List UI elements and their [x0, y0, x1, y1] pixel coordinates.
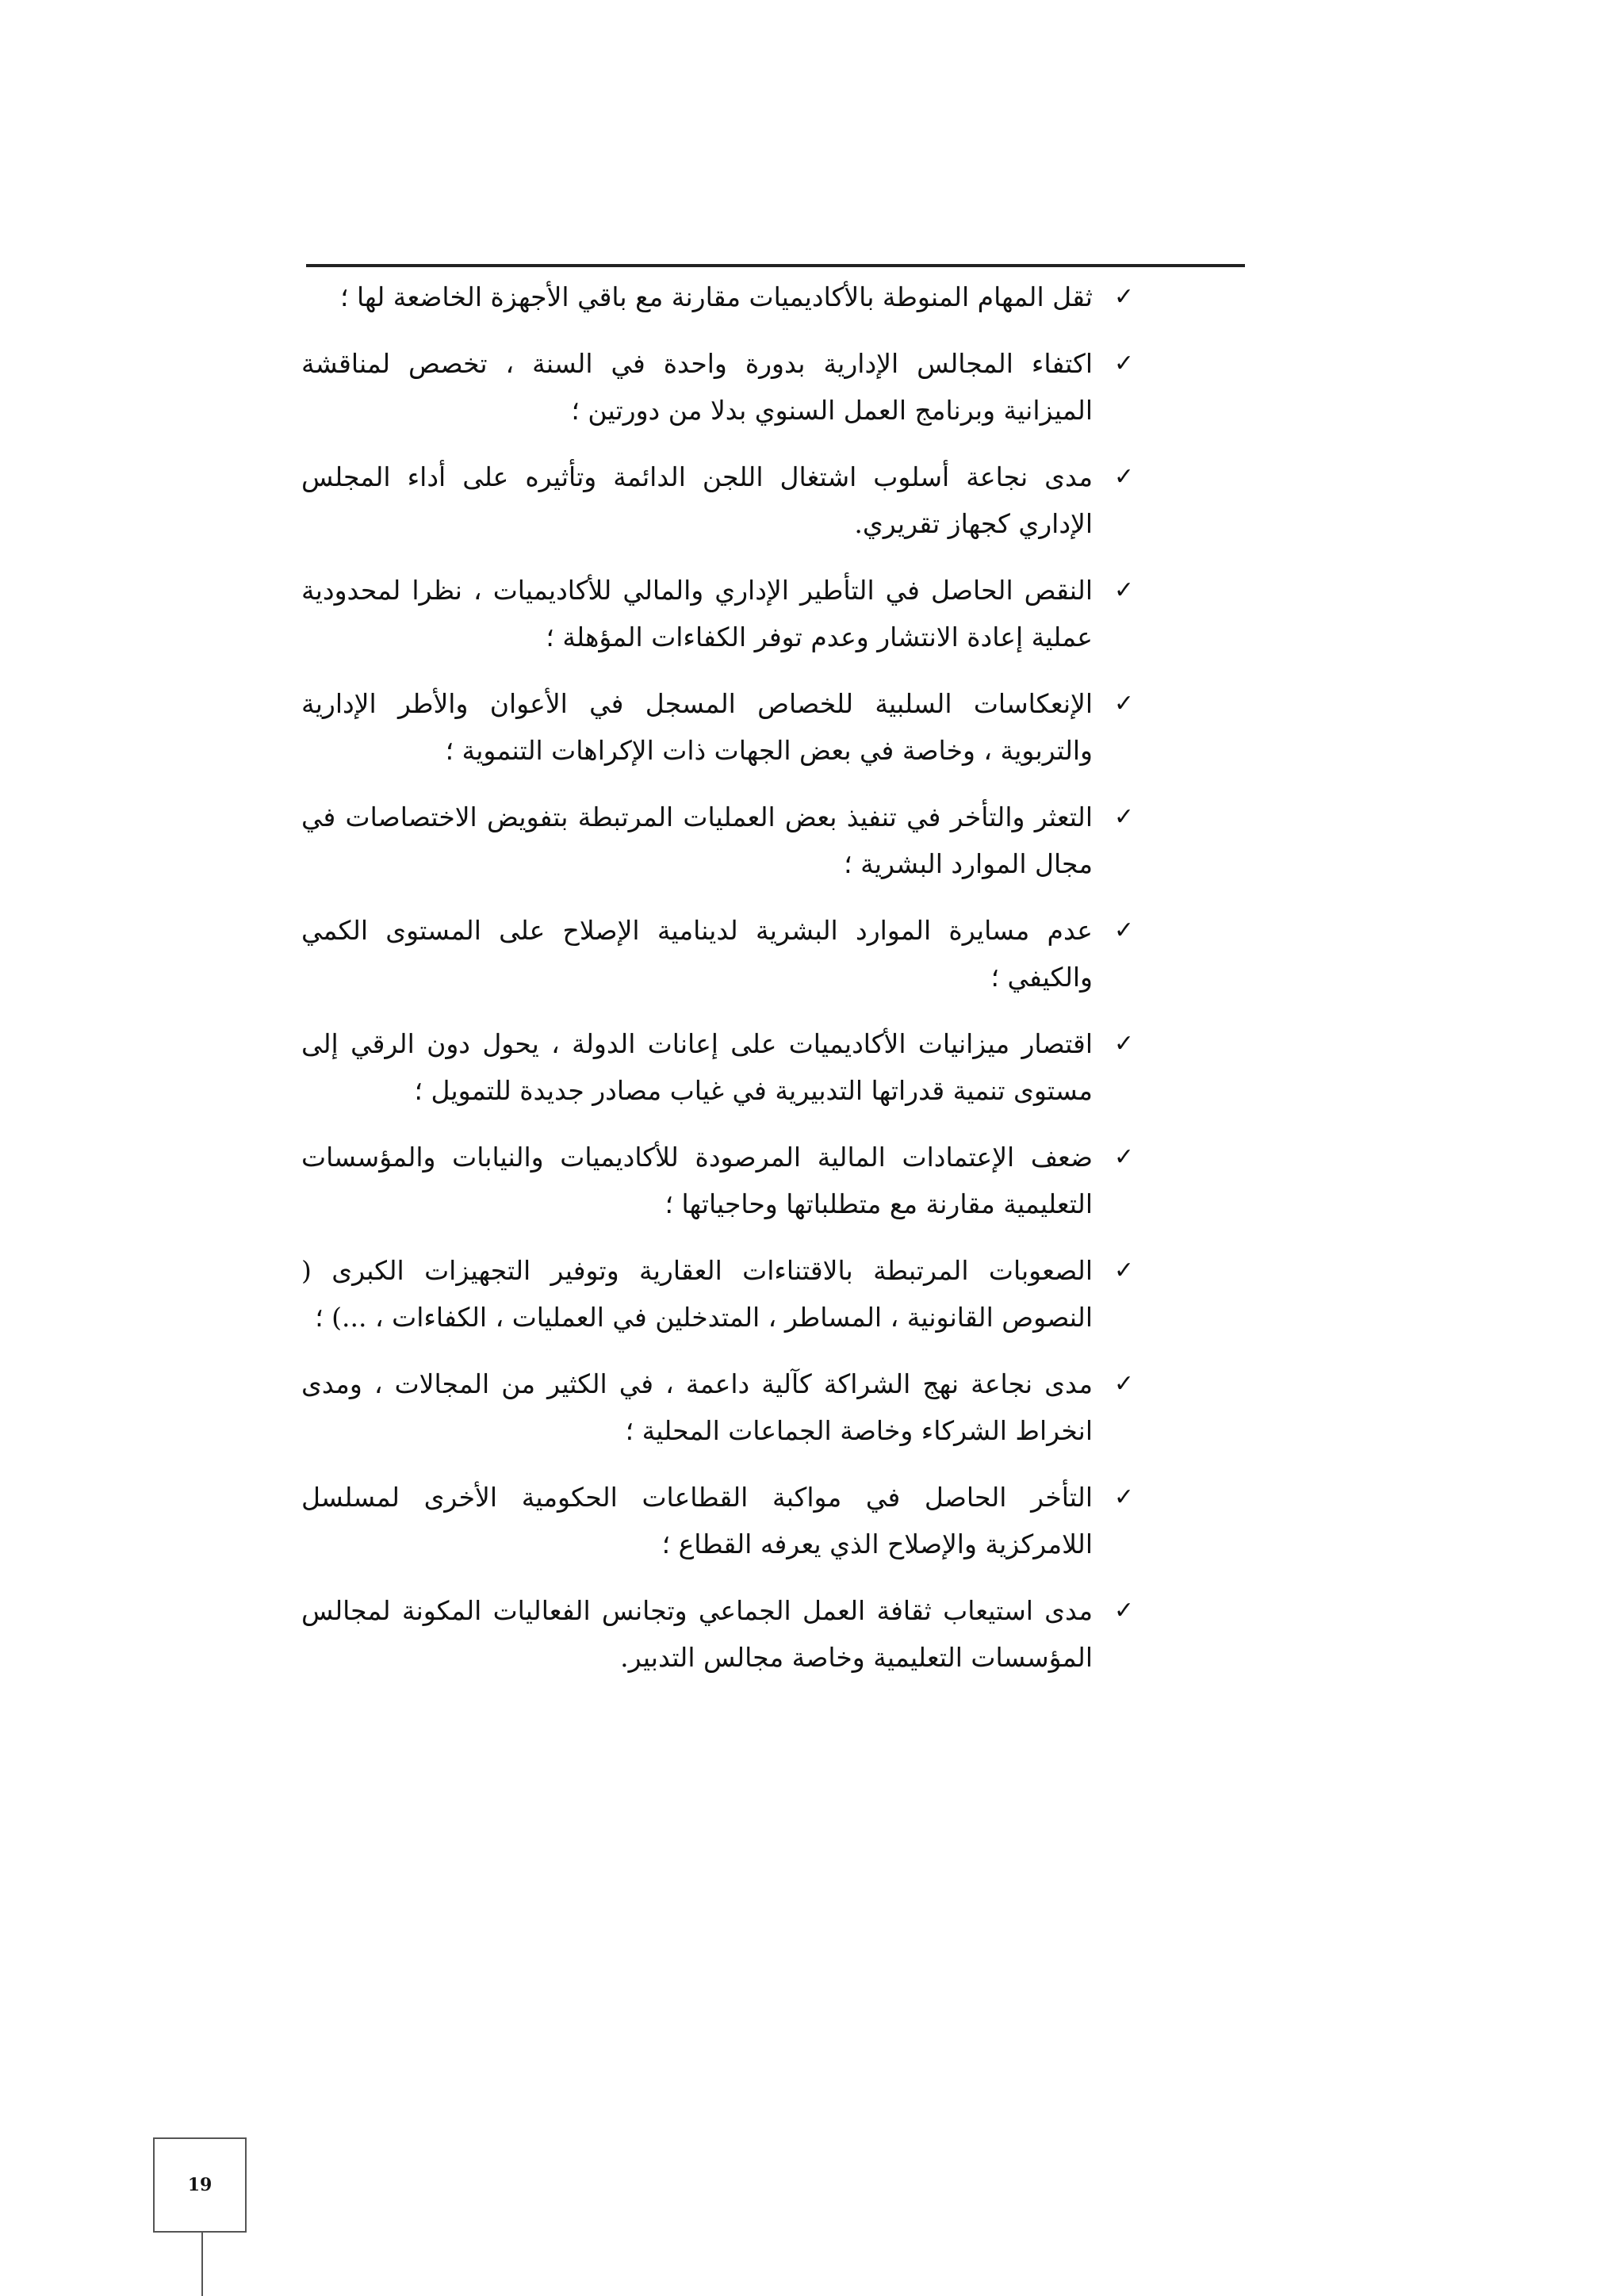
check-mark-icon: ✓: [1113, 463, 1134, 491]
top-horizontal-rule: [306, 264, 1245, 267]
list-item-text: عدم مسايرة الموارد البشرية لدينامية الإصلاح على المستوى الكمي والكيفي ؛: [301, 915, 1093, 993]
check-mark-icon: ✓: [1113, 1483, 1134, 1511]
list-item-text: ضعف الإعتمادات المالية المرصودة للأكاديميات والنيابات والمؤسسات التعليمية مقارنة مع متطلباتها وحاجياتها ؛: [301, 1142, 1093, 1219]
check-mark-icon: ✓: [1113, 576, 1134, 604]
list-item-text: الصعوبات المرتبطة بالاقتناءات العقارية وتوفير التجهيزات الكبرى ( النصوص القانونية ، المساطر ، المتدخلين في العمليات ، الكفاءات ، ...) ؛: [301, 1255, 1093, 1333]
page-number-box: [153, 2137, 247, 2233]
list-item-text: اكتفاء المجالس الإدارية بدورة واحدة في السنة ، تخصص لمناقشة الميزانية وبرنامج العمل السنوي بدلا من دورتين ؛: [301, 348, 1093, 426]
bullet-list: [301, 274, 1134, 1701]
list-item: [301, 1247, 1134, 1341]
list-item-text: مدى نجاعة نهج الشراكة كآلية داعمة ، في الكثير من المجالات ، ومدى انخراط الشركاء وخاصة الجماعات المحلية ؛: [301, 1368, 1093, 1446]
check-mark-icon: ✓: [1113, 283, 1134, 311]
list-item-text: النقص الحاصل في التأطير الإداري والمالي للأكاديميات ، نظرا لمحدودية عملية إعادة الانتشار وعدم توفر الكفاءات المؤهلة ؛: [301, 575, 1093, 652]
page-number: 19: [187, 2175, 213, 2195]
check-mark-icon: ✓: [1113, 1257, 1134, 1284]
check-mark-icon: ✓: [1113, 690, 1134, 718]
list-item-text: مدى نجاعة أسلوب اشتغال اللجن الدائمة وتأثيره على أداء المجلس الإداري كجهاز تقريري.: [301, 461, 1093, 539]
list-item-text: اقتصار ميزانيات الأكاديميات على إعانات الدولة ، يحول دون الرقي إلى مستوى تنمية قدراتها التدبيرية في غياب مصادر جديدة للتمويل ؛: [301, 1028, 1093, 1106]
list-item-text: مدى استيعاب ثقافة العمل الجماعي وتجانس الفعاليات المكونة لمجالس المؤسسات التعليمية وخاصة مجالس التدبير.: [301, 1595, 1093, 1673]
check-mark-icon: ✓: [1113, 350, 1134, 377]
page-number-connector-line: [201, 2233, 203, 2296]
list-item: [301, 1474, 1134, 1567]
check-mark-icon: ✓: [1113, 1143, 1134, 1171]
list-item-text: التعثر والتأخر في تنفيذ بعض العمليات المرتبطة بتفويض الاختصاصات في مجال الموارد البشرية ؛: [301, 802, 1093, 879]
list-item-text: ثقل المهام المنوطة بالأكاديميات مقارنة مع باقي الأجهزة الخاضعة لها ؛: [339, 281, 1093, 312]
check-mark-icon: ✓: [1113, 916, 1134, 944]
check-mark-icon: ✓: [1113, 1370, 1134, 1398]
list-item: [301, 567, 1134, 660]
list-item-text: الإنعكاسات السلبية للخصاص المسجل في الأعوان والأطر الإدارية والتربوية ، وخاصة في بعض الجهات ذات الإكراهات التنموية ؛: [301, 688, 1093, 766]
list-item: [301, 340, 1134, 434]
list-item: [301, 680, 1134, 774]
list-item: [301, 794, 1134, 887]
list-item: [301, 907, 1134, 1001]
list-item: [301, 1134, 1134, 1227]
list-item: [301, 274, 1134, 320]
list-item-text: التأخر الحاصل في مواكبة القطاعات الحكومية الأخرى لمسلسل اللامركزية والإصلاح الذي يعرفه القطاع ؛: [301, 1482, 1093, 1559]
list-item: [301, 1587, 1134, 1681]
check-mark-icon: ✓: [1113, 1030, 1134, 1058]
list-item: [301, 1020, 1134, 1114]
list-item: [301, 453, 1134, 547]
list-item: [301, 1360, 1134, 1454]
check-mark-icon: ✓: [1113, 1597, 1134, 1624]
check-mark-icon: ✓: [1113, 803, 1134, 831]
